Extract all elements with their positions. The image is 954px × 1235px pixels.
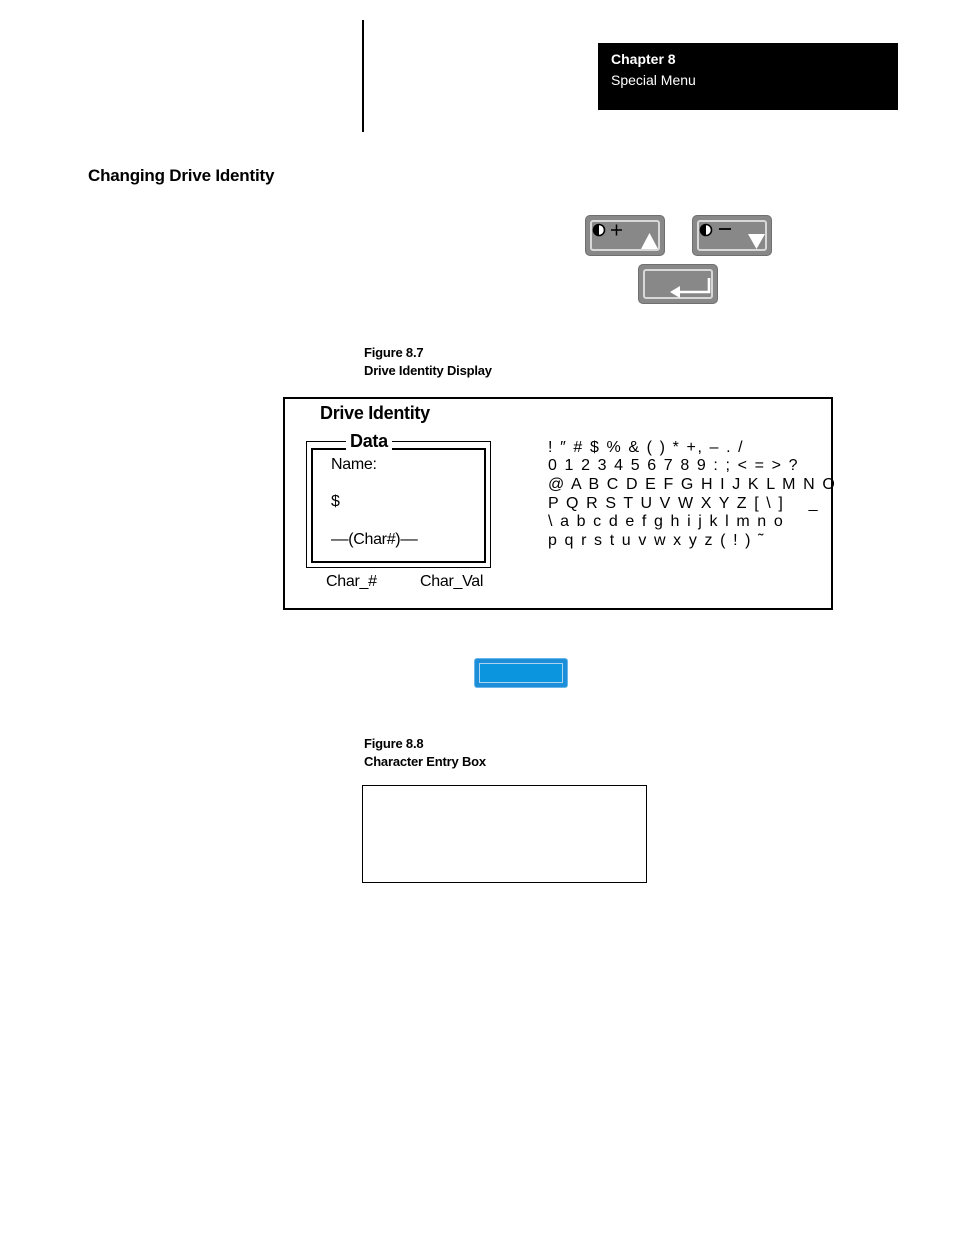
margin-rule [362,20,364,132]
display-title: Drive Identity [320,403,430,423]
charset-row: P Q R S T U V W X Y Z [ \ ] _ [548,495,820,512]
charset-row: 0 1 2 3 4 5 6 7 8 9 : ; < = > ? [548,457,800,474]
name-value[interactable]: $ [331,493,340,510]
figure-title: Drive Identity Display [364,363,492,378]
contrast-plus-up-arrow-icon [586,216,666,257]
name-label: Name: [331,456,377,473]
character-entry-box [362,785,647,883]
blue-select-key[interactable] [474,658,568,688]
figure-number: Figure 8.7 [364,345,424,360]
increment-key[interactable] [585,215,665,256]
chapter-number: Chapter 8 [611,51,676,67]
key-face [479,663,563,683]
softkey-char-value[interactable]: Char_Val [420,573,484,590]
enter-key[interactable] [638,264,718,304]
charset-row: @ A B C D E F G H I J K L M N O [548,476,837,493]
enter-return-icon [639,265,719,305]
chapter-tab [598,43,898,110]
decrement-key[interactable] [692,215,772,256]
char-indicator: ––(Char#)–– [331,531,418,548]
figure-8-8-caption [364,735,486,771]
charset-row: ! ″ # $ % & ( ) * +, – . / [548,439,745,456]
section-title: Changing Drive Identity [88,166,275,185]
contrast-minus-down-arrow-icon [693,216,773,257]
softkey-char-number[interactable]: Char_# [326,573,377,590]
charset-row: \ a b c d e f g h i j k l m n o [548,513,785,530]
chapter-section: Special Menu [611,72,696,88]
charset-row: p q r s t u v w x y z ( ! ) ˜ [548,532,766,549]
figure-8-7-caption [364,344,492,380]
figure-title: Character Entry Box [364,754,486,769]
figure-number: Figure 8.8 [364,736,424,751]
data-group-label: Data [346,431,392,452]
